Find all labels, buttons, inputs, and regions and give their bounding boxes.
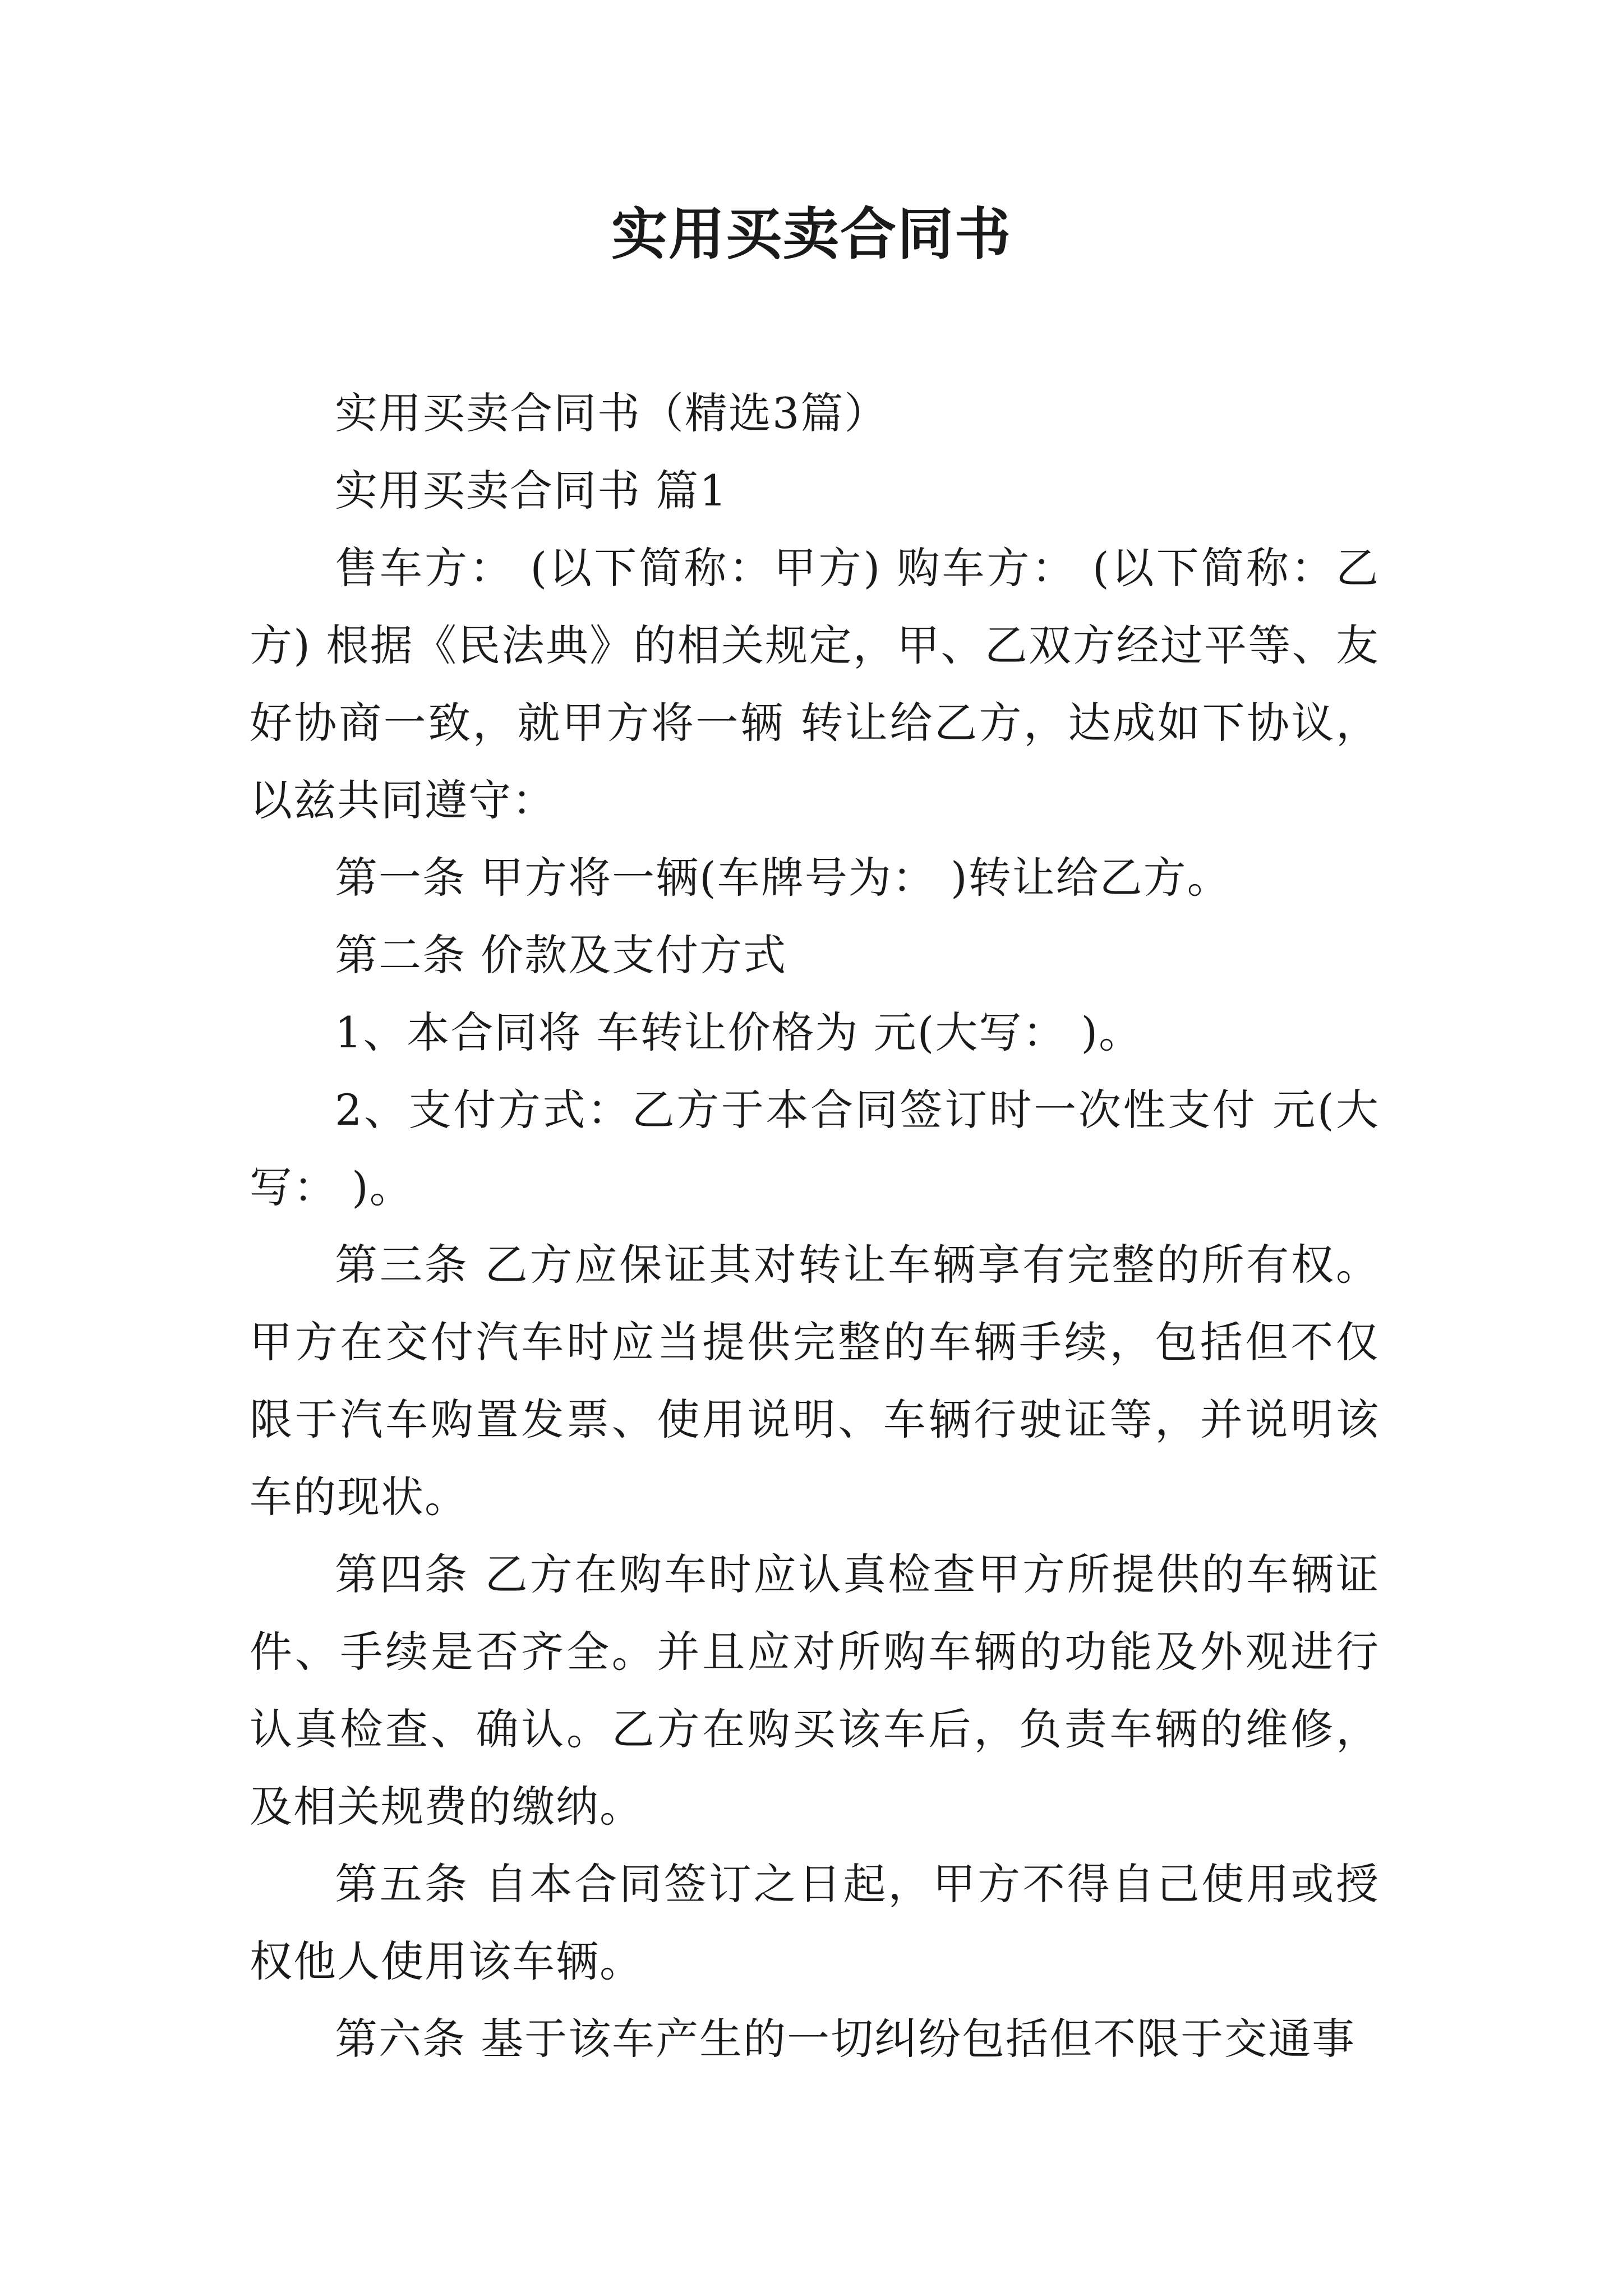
paragraph-section-heading: 实用买卖合同书 篇1 bbox=[335, 466, 728, 516]
paragraph-article-3: 第三条 乙方应保证其对转让车辆享有完整的所有权。甲方在交付汽车时应当提供完整的车辆手续，包括但不仅限于汽车购置发票、使用说明、车辆行驶证等，并说明该车的现状。 bbox=[250, 1240, 1380, 1522]
paragraph-article-2-item-1: 1、本合同将 车转让价格为 元(大写： )。 bbox=[335, 1007, 1143, 1057]
paragraph-parties: 售车方： (以下简称：甲方) 购车方： (以下简称：乙方) 根据《民法典》的相关规定，甲、乙双方经过平等、友好协商一致，就甲方将一辆 转让给乙方，达成如下协议，以兹共同遵守： bbox=[250, 543, 1380, 825]
paragraph-article-5: 第五条 自本合同签订之日起，甲方不得自己使用或授权他人使用该车辆。 bbox=[250, 1859, 1380, 1986]
paragraph-article-2-item-2: 2、支付方式：乙方于本合同签订时一次性支付 元(大写： )。 bbox=[250, 1085, 1380, 1212]
paragraph-article-2: 第二条 价款及支付方式 bbox=[335, 930, 787, 980]
paragraph-article-4: 第四条 乙方在购车时应认真检查甲方所提供的车辆证件、手续是否齐全。并且应对所购车辆的功能及外观进行认真检查、确认。乙方在购买该车后，负责车辆的维修，及相关规费的缴纳。 bbox=[250, 1549, 1380, 1832]
document-title: 实用买卖合同书 bbox=[611, 201, 1012, 267]
document-body bbox=[250, 375, 1380, 2078]
paragraph-article-1: 第一条 甲方将一辆(车牌号为： )转让给乙方。 bbox=[335, 853, 1231, 903]
paragraph-article-6: 第六条 基于该车产生的一切纠纷包括但不限于交通事 bbox=[335, 2014, 1356, 2064]
paragraph-subtitle: 实用买卖合同书（精选3篇） bbox=[335, 388, 888, 438]
